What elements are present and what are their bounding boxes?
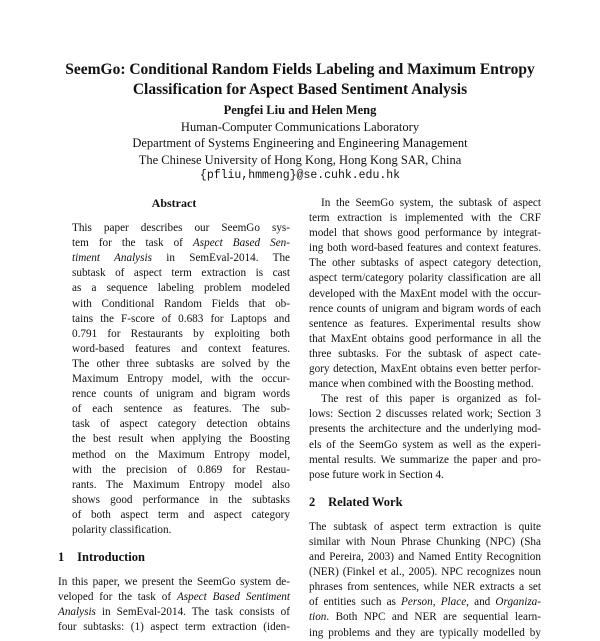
left-column [58, 196, 290, 636]
author-block [40, 102, 560, 185]
text-line: pose future work in Section 4. [309, 468, 444, 481]
text-line: timent Analysis in SemEval-2014. The [72, 252, 291, 265]
text-line: model that shows good performance by integrat- [309, 227, 541, 240]
text-line: els of the SeemGo system as well as the experi- [309, 438, 541, 451]
text-line: In this paper, we present the SeemGo system de- [58, 576, 290, 589]
text-line: veloped for the task of Aspect Based Sentiment [58, 591, 291, 604]
text-line: Analysis in SemEval-2014. The task consists of [58, 606, 290, 619]
text-line: of each sentence as features. The sub- [72, 403, 290, 416]
text-line: rence counts of unigram and bigram words of each [309, 302, 541, 315]
text-line: (NER) (Finkel et al., 2005). NPC recognizes noun [309, 566, 541, 579]
text-line: presents the architecture and the underlying mod- [309, 423, 541, 436]
abstract-heading: Abstract [151, 196, 197, 210]
title-line-2: Classification for Aspect Based Sentiment Analysis [132, 81, 468, 98]
text-line: that MaxEnt obtains good performance in all the [309, 332, 541, 345]
text-line: phrases from sentences, while NER extracts a set [309, 581, 541, 594]
text-line: aspect term/category polarity classification are all [309, 272, 541, 285]
affiliation-department: Department of Systems Engineering and Engineering Management [132, 136, 468, 150]
section-number: 2 [309, 494, 316, 509]
paragraph-system-overview [309, 196, 541, 392]
introduction-body [58, 575, 290, 635]
text-line: mental results. We summarize the paper and pro- [309, 453, 541, 466]
text-line: gory detection, MaxEnt obtains even better perfor- [309, 363, 541, 376]
text-line: This paper describes our SeemGo sys- [72, 222, 290, 235]
author-names: Pengfei Liu and Helen Meng [223, 103, 377, 117]
text-line: The subtask of aspect term extraction is quite [309, 520, 541, 533]
text-line: Maximum Entropy model, with the occur- [72, 373, 290, 386]
text-line: tains the F-score of 0.683 for Laptops and [72, 312, 290, 325]
title-line-1: SeemGo: Conditional Random Fields Labeling and Maximum Entropy [65, 61, 535, 78]
section-heading-introduction [58, 550, 290, 565]
text-line: The other three subtasks are solved by the [72, 357, 290, 370]
text-line: polarity classification. [72, 523, 172, 536]
text-line: mance when combined with the Boosting method. [309, 378, 534, 391]
text-line: lows: Section 2 discusses related work; Section 3 [309, 408, 541, 421]
text-line: ing problems and they are typically modelled by [309, 626, 541, 639]
section-title: Introduction [77, 550, 145, 565]
text-line: ing both word-based features and context features. [309, 242, 541, 255]
text-line: The other subtasks of aspect category detection, [309, 257, 541, 270]
abstract-body [58, 221, 290, 538]
text-line: as a sequence labeling problem modeled [72, 282, 290, 295]
text-line: with Conditional Random Fields that ob- [72, 297, 290, 310]
text-line: of entities such as Person, Place, and Organiza- [309, 596, 542, 609]
text-line: tem for the task of Aspect Based Sen- [72, 237, 290, 250]
text-line: with the precision of 0.869 for Restau- [72, 463, 290, 476]
affiliation-university: The Chinese University of Hong Kong, Hong Kong SAR, China [138, 152, 462, 167]
text-line: rants. The Maximum Entropy model also [72, 478, 290, 491]
text-line: and Pereira, 2003) and Named Entity Recognition [309, 551, 541, 564]
text-line: 0.791 for Restaurants by exploiting both [72, 327, 290, 340]
text-line: three subtasks. For the subtask of aspect cate- [309, 347, 541, 360]
text-line: rence counts of unigram and bigram words [72, 388, 290, 401]
section-heading-related-work [309, 495, 541, 510]
text-line: shows good performance in the subtasks [72, 493, 290, 506]
text-line: In the SeemGo system, the subtask of aspect [321, 197, 541, 209]
text-line: subtask of aspect term extraction is cast [72, 267, 290, 280]
affiliation-lab: Human-Computer Communications Laboratory [180, 119, 420, 134]
text-line: method on the Maximum Entropy model, [72, 448, 290, 461]
text-line: tion. Both NPC and NER are sequential learn- [309, 611, 541, 624]
text-line: sentence as features. Experimental results show [309, 317, 541, 330]
text-line: task of aspect category detection obtains [72, 418, 290, 431]
author-email: {pfliu,hmmeng}@se.cuhk.edu.hk [199, 169, 401, 182]
section-number: 1 [58, 550, 65, 565]
paper-title [40, 60, 560, 100]
text-line: word-based features and context features. [72, 342, 290, 355]
text-line: developed with the MaxEnt model with the occur- [309, 287, 541, 300]
right-column [309, 196, 541, 641]
paragraph-organization [309, 392, 541, 483]
text-line: four subtasks: (1) aspect term extraction (iden- [58, 621, 290, 634]
text-line: the best result when applying the Boosting [72, 433, 290, 446]
text-line: of both aspect term and aspect category [72, 508, 290, 521]
text-line: term extraction is implemented with the CRF [309, 212, 541, 225]
related-work-body [309, 520, 541, 641]
text-line: The rest of this paper is organized as fol- [321, 393, 541, 406]
text-line: similar with Noun Phrase Chunking (NPC) (Sha [309, 535, 541, 548]
section-title: Related Work [328, 494, 403, 509]
